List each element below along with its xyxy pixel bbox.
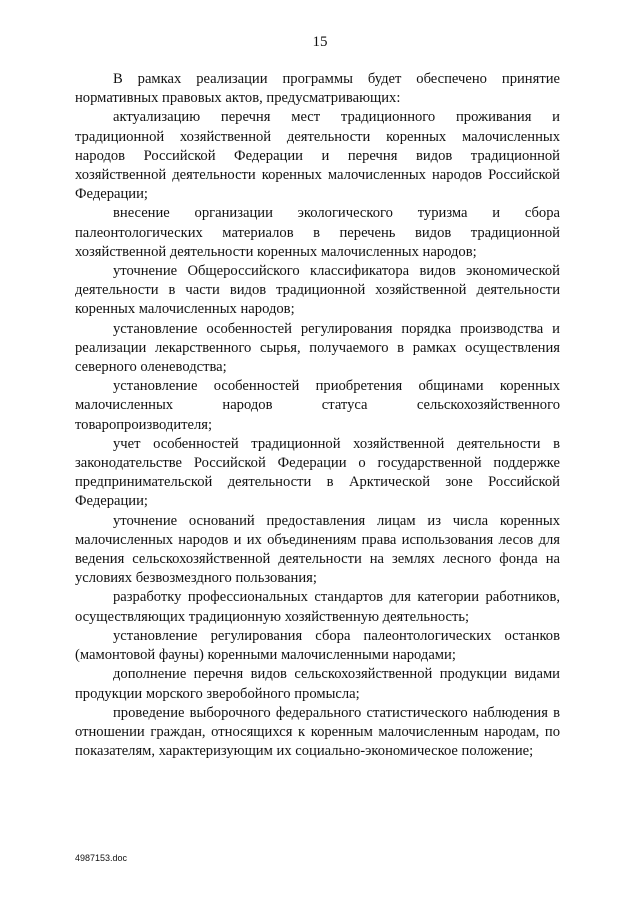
paragraph-item-2: внесение организации экологического туризма и сбора палеонтологических материалов в перечень видов традиционной хозяйственной деятельности коренных малочисленных народов; <box>75 205 560 260</box>
paragraph-item-9: установление регулирования сбора палеонтологических останков (мамонтовой фауны) коренными малочисленными народами; <box>75 627 560 664</box>
paragraph-intro: В рамках реализации программы будет обеспечено принятие нормативных правовых актов, предусматривающих: <box>75 71 560 107</box>
paragraph-item-4: установление особенностей регулирования порядка производства и реализации лекарственного сырья, получаемого в рамках осуществления северного оленеводства; <box>75 320 560 376</box>
paragraph-item-11: проведение выборочного федерального статистического наблюдения в отношении граждан, относящихся к коренным малочисленным народам, по показателям, характеризующим их социально-экономическое положение; <box>75 704 560 760</box>
paragraph-item-1: актуализацию перечня мест традиционного проживания и традиционной хозяйственной деятельности коренных малочисленных народов Российской Федерации и перечня видов традиционной хозяйственной деятельности коренных малочисленных народов Российской Федерации; <box>75 109 560 203</box>
paragraph-item-10: дополнение перечня видов сельскохозяйственной продукции видами продукции морского зверобойного промысла; <box>75 666 560 702</box>
paragraph-item-6: учет особенностей традиционной хозяйственной деятельности в законодательстве Российской Федерации о государственной поддержке предпринимательской деятельности в Арктической зоне Российской Федерации; <box>75 435 560 510</box>
paragraph-item-3: уточнение Общероссийского классификатора видов экономической деятельности в части видов традиционной хозяйственной деятельности коренных малочисленных народов; <box>75 263 560 318</box>
paragraph-item-7: уточнение оснований предоставления лицам из числа коренных малочисленных народов и их объединениям права использования лесов для ведения сельскохозяйственной деятельности на землях лесного фонда на условиях безвозмездного пользования; <box>75 512 560 587</box>
document-body <box>75 70 560 761</box>
document-filename-footer: 4987153.doc <box>75 853 128 863</box>
page-number: 15 <box>312 34 328 50</box>
paragraph-item-8: разработку профессиональных стандартов для категории работников, осуществляющих традиционную хозяйственную деятельность; <box>75 589 560 625</box>
paragraph-item-5: установление особенностей приобретения общинами коренных малочисленных народов статуса сельскохозяйственного товаропроизводителя; <box>75 378 560 433</box>
